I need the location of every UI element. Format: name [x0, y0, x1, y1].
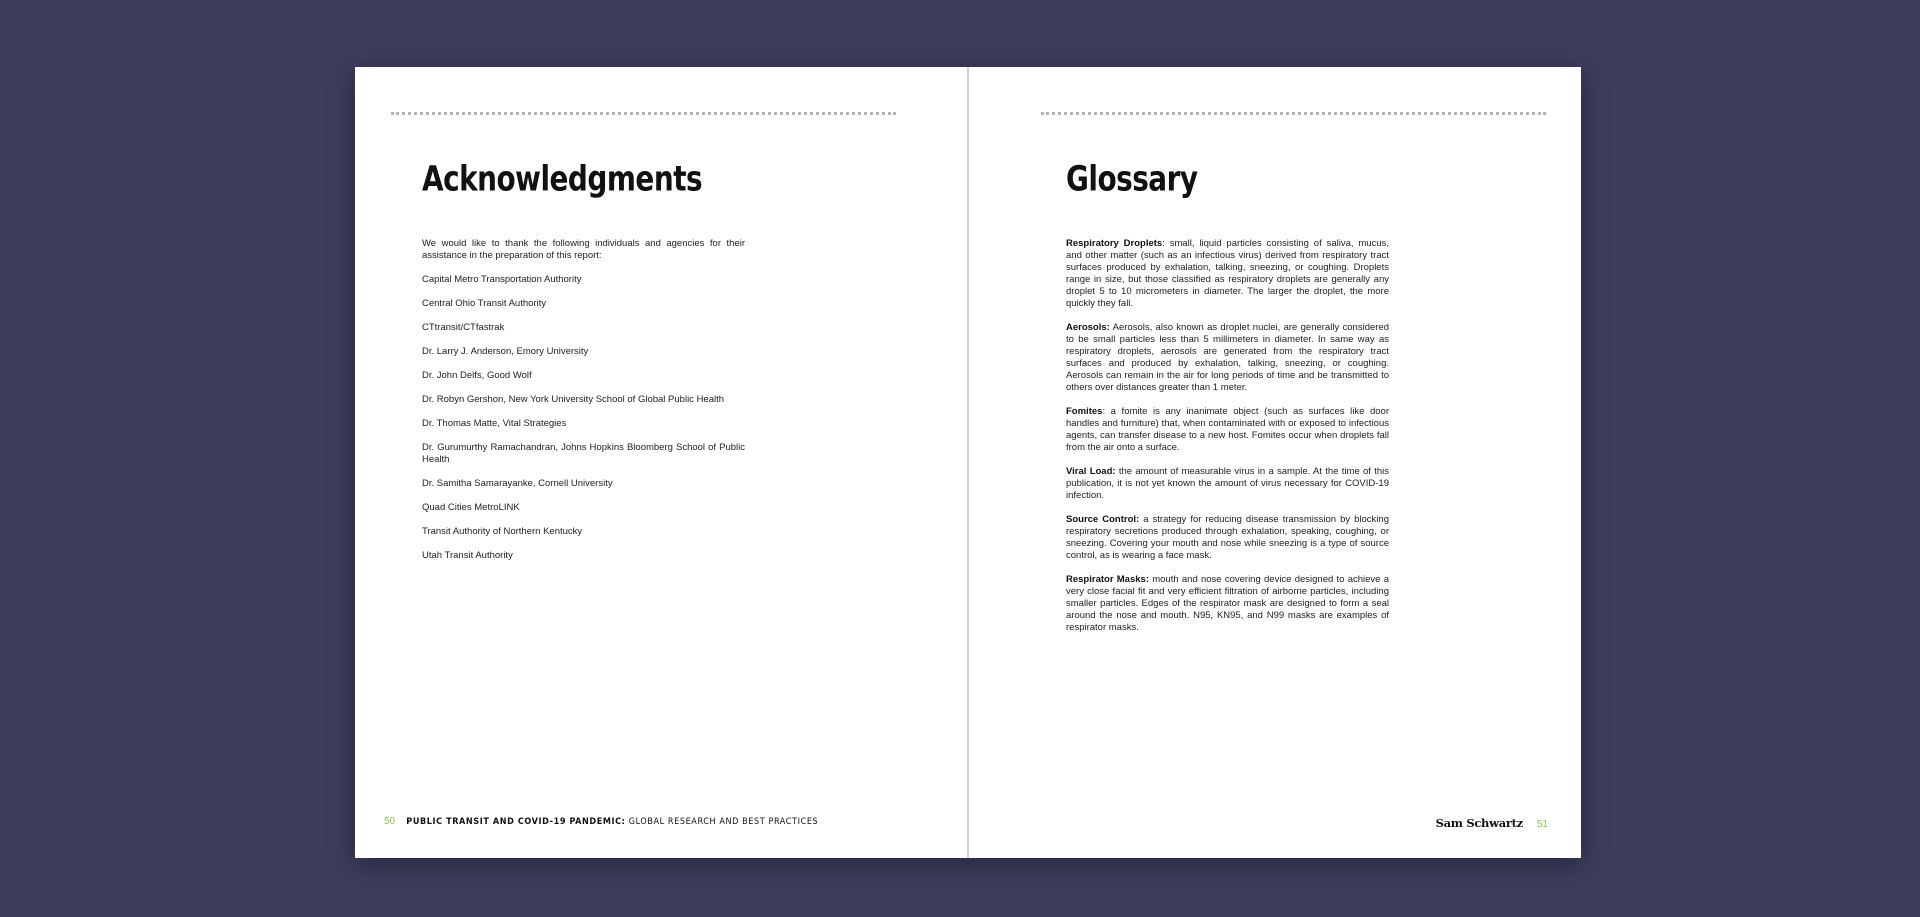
acknowledgment-item: Dr. Gurumurthy Ramachandran, Johns Hopkins Bloomberg School of Public Health: [422, 442, 745, 465]
acknowledgments-body: [422, 238, 745, 574]
glossary-definition: : small, liquid particles consisting of saliva, mucus, and other matter (such as an infectious virus) derived from respiratory tract surfaces produced by exhalation, talking, sneezing, or coughing. Droplets range in size, but those classified as respiratory droplets are generally any droplet 5 to 10 micrometers in diameter. The larger the droplet, the more quickly they fall.: [1066, 238, 1389, 309]
glossary-entry: [1066, 406, 1389, 454]
acknowledgment-item: Central Ohio Transit Authority: [422, 298, 547, 309]
dotted-rule: [391, 112, 896, 115]
glossary-definition: mouth and nose covering device designed to achieve a very close facial fit and very efficient filtration of airborne particles, including smaller particles. Edges of the respirator mask are designed to form a seal around the nose and mouth. N95, KN95, and N99 masks are examples of respirator masks.: [1066, 574, 1389, 633]
acknowledgment-item: Dr. Robyn Gershon, New York University School of Global Public Health: [422, 394, 725, 405]
left-footer: [384, 816, 818, 827]
acknowledgment-item: Capital Metro Transportation Authority: [422, 274, 582, 285]
glossary-term: Fomites: [1066, 406, 1103, 417]
glossary-body: [1066, 238, 1389, 646]
glossary-definition: Aerosols, also known as droplet nuclei, are generally considered to be small particles less than 5 millimeters in diameter. In same way as respiratory droplets, aerosols are generated from the respiratory tract surfaces and produced by exhalation, talking, sneezing, or coughing. Aerosols can remain in the air for long periods of time and be transmitted to others over distances greater than 1 meter.: [1066, 322, 1389, 393]
left-page: [355, 67, 967, 858]
running-title-subtitle: GLOBAL RESEARCH AND BEST PRACTICES: [628, 817, 819, 827]
glossary-definition: a strategy for reducing disease transmission by blocking respiratory secretions produced through exhalation, speaking, coughing, or sneezing. Covering your mouth and nose while sneezing is a type of source control, as is wearing a face mask.: [1066, 514, 1389, 561]
glossary-entry: [1066, 238, 1389, 310]
running-title-bold: PUBLIC TRANSIT AND COVID-19 PANDEMIC:: [406, 817, 626, 827]
glossary-term: Source Control:: [1066, 514, 1140, 525]
glossary-term: Aerosols:: [1066, 322, 1110, 333]
acknowledgment-item: Utah Transit Authority: [422, 550, 513, 561]
brand-wordmark: Sam Schwartz: [1435, 816, 1523, 830]
right-page: [969, 67, 1581, 858]
glossary-entry: [1066, 514, 1389, 562]
glossary-definition: the amount of measurable virus in a sample. At the time of this publication, it is not yet known the amount of virus necessary for COVID-19 infection.: [1066, 466, 1389, 501]
book-spread: [355, 67, 1581, 858]
page-title: Glossary: [1066, 159, 1198, 200]
glossary-definition: : a fomite is any inanimate object (such as surfaces like door handles and furniture) that, when contaminated with or exposed to infectious agents, can transfer disease to a new host. Fomites occur when droplets fall from the air onto a surface.: [1066, 406, 1389, 453]
acknowledgment-item: Dr. John Delfs, Good Wolf: [422, 370, 532, 381]
right-footer: [1436, 814, 1548, 832]
glossary-term: Respiratory Droplets: [1066, 238, 1163, 249]
acknowledgment-item: CTtransit/CTfastrak: [422, 322, 505, 333]
acknowledgment-item: Dr. Thomas Matte, Vital Strategies: [422, 418, 567, 429]
acknowledgments-intro: We would like to thank the following individuals and agencies for their assistance in the preparation of this report:: [422, 238, 745, 261]
page-number: 51: [1536, 819, 1548, 830]
glossary-term: Respirator Masks:: [1066, 574, 1149, 585]
glossary-term: Viral Load:: [1066, 466, 1116, 477]
acknowledgment-item: Transit Authority of Northern Kentucky: [422, 526, 583, 537]
glossary-entry: [1066, 322, 1389, 394]
acknowledgment-item: Dr. Samitha Samarayanke, Cornell University: [422, 478, 613, 489]
acknowledgment-item: Quad Cities MetroLINK: [422, 502, 520, 513]
glossary-entry: [1066, 466, 1389, 502]
page-number: 50: [384, 816, 396, 827]
glossary-entry: [1066, 574, 1389, 634]
page-title: Acknowledgments: [422, 159, 703, 200]
acknowledgment-item: Dr. Larry J. Anderson, Emory University: [422, 346, 589, 357]
dotted-rule: [1041, 112, 1546, 115]
